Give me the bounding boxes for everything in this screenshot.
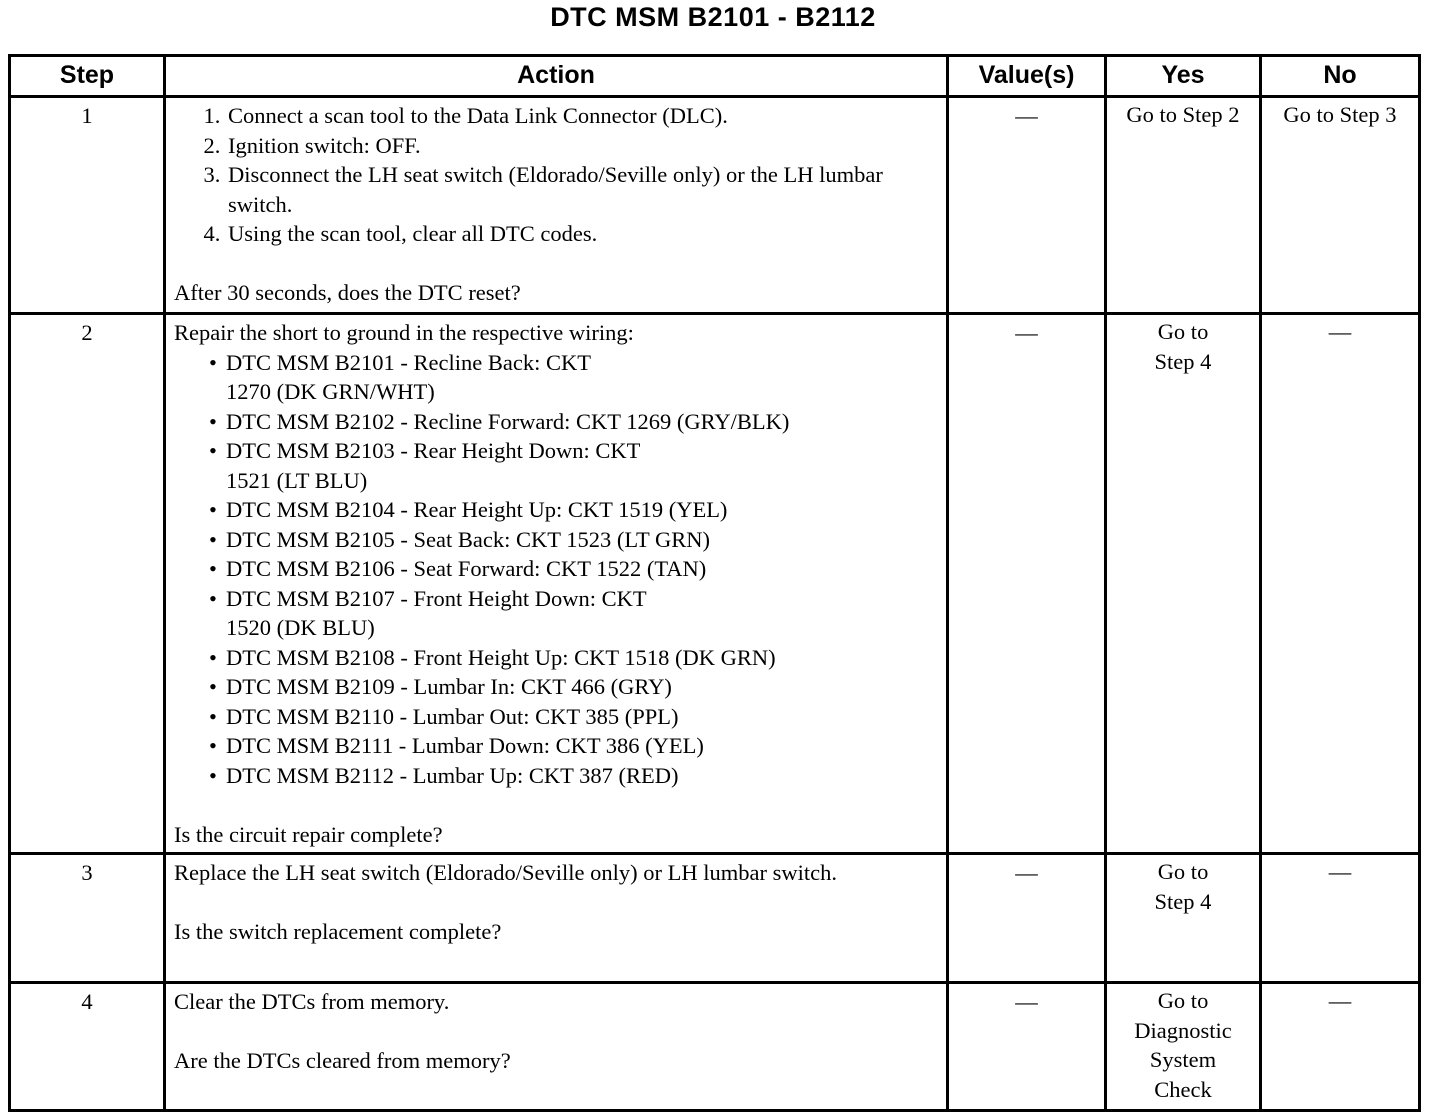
step-number: 4: [10, 983, 165, 1111]
table-row: [10, 97, 1420, 314]
action-intro: Repair the short to ground in the respective wiring:: [174, 320, 634, 345]
list-item: • DTC MSM B2108 - Front Height Up: CKT 1518 (DK GRN): [226, 643, 940, 673]
list-item: • DTC MSM B2105 - Seat Back: CKT 1523 (LT GRN): [226, 525, 940, 555]
value-cell: —: [948, 314, 1106, 854]
diagnostic-table: [8, 54, 1421, 1112]
wiring-list: [174, 348, 940, 791]
yes-cell: Go to Step 4: [1106, 854, 1261, 983]
list-item: • DTC MSM B2111 - Lumbar Down: CKT 386 (YEL): [226, 731, 940, 761]
list-item: • DTC MSM B2112 - Lumbar Up: CKT 387 (RED): [226, 761, 940, 791]
action-cell: [165, 314, 948, 854]
no-cell: —: [1261, 983, 1420, 1111]
action-intro: Clear the DTCs from memory.: [174, 989, 450, 1014]
table-row: [10, 854, 1420, 983]
step-number: 2: [10, 314, 165, 854]
no-cell: —: [1261, 854, 1420, 983]
question-text: Is the switch replacement complete?: [174, 919, 502, 944]
value-cell: —: [948, 854, 1106, 983]
list-item: • DTC MSM B2103 - Rear Height Down: CKT 1521 (LT BLU): [226, 436, 646, 495]
table-row: [10, 314, 1420, 854]
no-cell: Go to Step 3: [1261, 97, 1420, 314]
page-title: DTC MSM B2101 - B2112: [550, 2, 876, 32]
action-cell: [165, 97, 948, 314]
yes-cell: Go to Step 2: [1106, 97, 1261, 314]
header-row: [10, 56, 1420, 97]
list-item: • DTC MSM B2101 - Recline Back: CKT 1270 (DK GRN/WHT): [226, 348, 606, 407]
list-item: • DTC MSM B2109 - Lumbar In: CKT 466 (GRY): [226, 672, 940, 702]
list-item: 2. Ignition switch: OFF.: [226, 131, 940, 161]
no-cell: —: [1261, 314, 1420, 854]
step-number: 3: [10, 854, 165, 983]
question-text: Is the circuit repair complete?: [174, 821, 443, 847]
action-cell: [165, 983, 948, 1111]
header-values: Value(s): [948, 56, 1106, 97]
action-cell: [165, 854, 948, 983]
procedure-list: [174, 101, 940, 249]
list-item: 1. Connect a scan tool to the Data Link Connector (DLC).: [226, 101, 940, 131]
list-item: • DTC MSM B2107 - Front Height Down: CKT 1520 (DK BLU): [226, 584, 666, 643]
yes-cell: Go to Diagnostic System Check: [1106, 983, 1261, 1111]
list-item: • DTC MSM B2106 - Seat Forward: CKT 1522 (TAN): [226, 554, 940, 584]
header-step: Step: [10, 56, 165, 97]
table-row: [10, 983, 1420, 1111]
action-intro: Replace the LH seat switch (Eldorado/Seville only) or LH lumbar switch.: [174, 860, 837, 885]
value-cell: —: [948, 97, 1106, 314]
list-item: • DTC MSM B2104 - Rear Height Up: CKT 1519 (YEL): [226, 495, 940, 525]
header-yes: Yes: [1106, 56, 1261, 97]
list-item: 4. Using the scan tool, clear all DTC codes.: [226, 219, 940, 249]
step-number: 1: [10, 97, 165, 314]
header-no: No: [1261, 56, 1420, 97]
yes-cell: Go to Step 4: [1106, 314, 1261, 854]
list-item: 3. Disconnect the LH seat switch (Eldorado/Seville only) or the LH lumbar switch.: [226, 160, 940, 219]
question-text: Are the DTCs cleared from memory?: [174, 1048, 511, 1073]
header-action: Action: [165, 56, 948, 97]
question-text: After 30 seconds, does the DTC reset?: [174, 280, 521, 305]
list-item: • DTC MSM B2110 - Lumbar Out: CKT 385 (PPL): [226, 702, 940, 732]
list-item: • DTC MSM B2102 - Recline Forward: CKT 1269 (GRY/BLK): [226, 407, 940, 437]
value-cell: —: [948, 983, 1106, 1111]
